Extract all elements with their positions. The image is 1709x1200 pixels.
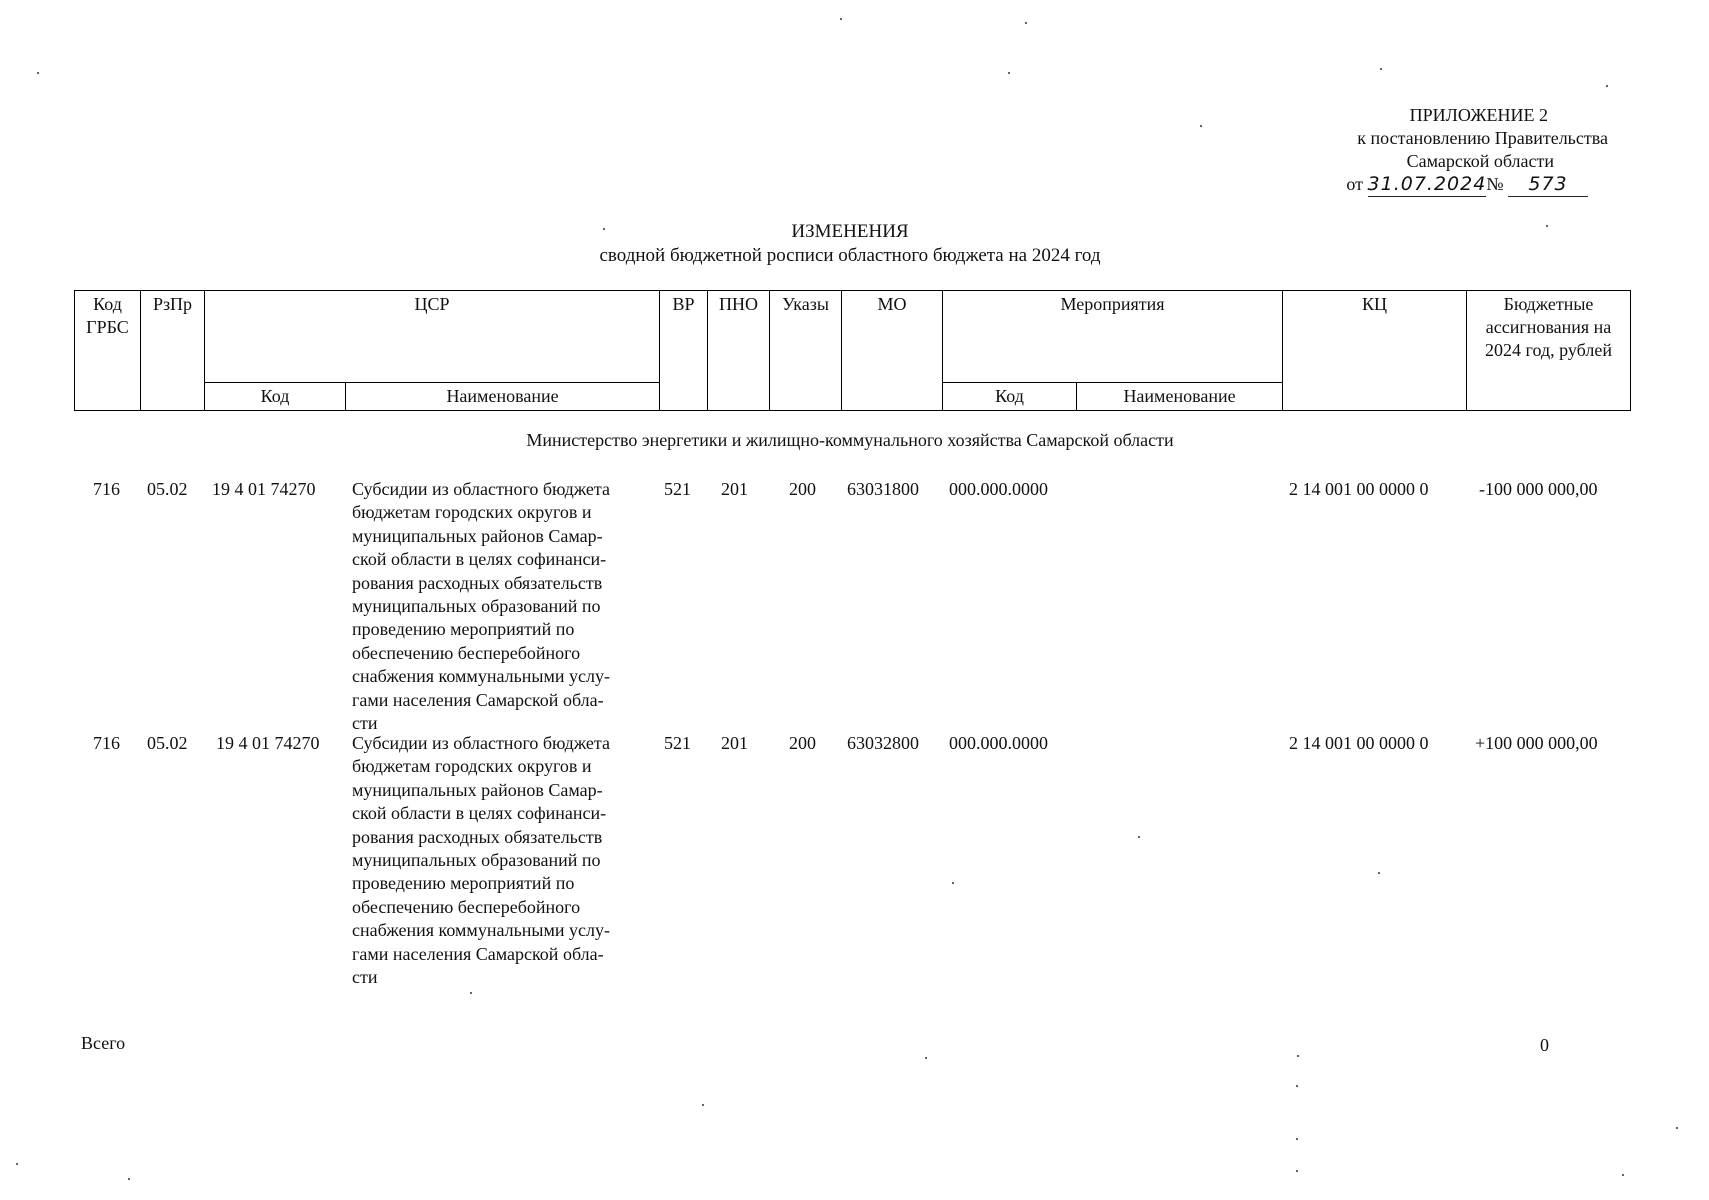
row-rzpr: 05.02 (147, 733, 188, 753)
scan-speck (1297, 1055, 1299, 1057)
title-main: ИЗМЕНЕНИЯ (791, 221, 909, 242)
scan-speck (1622, 1174, 1624, 1176)
desc-line: гами населения Самарской обла- (352, 943, 604, 964)
header-grbs: Код ГРБС (75, 291, 141, 411)
scan-speck (37, 72, 39, 74)
row-pno: 201 (721, 479, 748, 499)
scan-speck (128, 1178, 130, 1180)
scan-speck (1380, 68, 1382, 70)
scan-speck (470, 992, 472, 994)
scan-speck (1676, 1127, 1678, 1129)
scan-speck (1546, 225, 1548, 227)
total-value: 0 (1540, 1035, 1549, 1055)
appendix-block (1208, 104, 1608, 197)
scan-speck (1008, 72, 1010, 74)
row-pno: 201 (721, 733, 748, 753)
section-title: Министерство энергетики и жилищно-коммунального хозяйства Самарской области (526, 430, 1174, 450)
row-event-code: 000.000.0000 (949, 733, 1048, 753)
desc-line: сти (352, 713, 378, 734)
scan-speck (925, 1057, 927, 1059)
row-grbs: 716 (93, 479, 120, 499)
desc-line: рования расходных обязательств (352, 826, 603, 847)
desc-line: снабжения коммунальными услу- (352, 666, 611, 687)
desc-line: муниципальных образований по (352, 850, 601, 871)
row-ukazy: 200 (789, 479, 816, 499)
header-events: Мероприятия (943, 291, 1283, 383)
header-table (74, 290, 1631, 411)
desc-line: обеспечению бесперебойного (352, 642, 581, 663)
desc-line: сти (352, 967, 378, 988)
header-mo: МО (842, 291, 943, 411)
row-rzpr: 05.02 (147, 479, 188, 499)
header-events-name: Наименование (1077, 383, 1283, 411)
row-csr-code: 19 4 01 74270 (216, 733, 320, 753)
desc-line: рования расходных обязательств (352, 572, 603, 593)
row-mo: 63032800 (847, 733, 919, 753)
scan-speck (1138, 836, 1140, 838)
header-budget: Бюджетные ассигнования на 2024 год, рублей (1467, 291, 1631, 411)
header-csr-name: Наименование (346, 383, 660, 411)
desc-line: муниципальных районов Самар- (352, 525, 603, 546)
desc-line: проведению мероприятий по (352, 619, 575, 640)
row-mo: 63031800 (847, 479, 919, 499)
scan-speck (1296, 1085, 1298, 1087)
row-vr: 521 (664, 733, 691, 753)
appendix-resolution: к постановлению Правительства (1357, 128, 1608, 148)
row-amount: -100 000 000,00 (1479, 479, 1598, 499)
desc-line: ской области в целях софинанси- (352, 803, 607, 824)
header-pno: ПНО (708, 291, 770, 411)
header-csr-code: Код (205, 383, 346, 411)
scan-speck (603, 228, 605, 230)
title-sub: сводной бюджетной росписи областного бюджета на 2024 год (599, 245, 1101, 266)
header-kc: КЦ (1283, 291, 1467, 411)
header-ukazy: Указы (770, 291, 842, 411)
handwritten-number: 573 (1508, 173, 1588, 197)
appendix-region: Самарской области (1406, 151, 1554, 171)
row-kc: 2 14 001 00 0000 0 (1289, 479, 1429, 499)
desc-line: муниципальных образований по (352, 596, 601, 617)
scan-speck (1296, 1170, 1298, 1172)
header-rzpr: РзПр (141, 291, 205, 411)
desc-line: гами населения Самарской обла- (352, 689, 604, 710)
row-amount: +100 000 000,00 (1475, 733, 1598, 753)
desc-line: бюджетам городских округов и (352, 756, 592, 777)
date-prefix: от (1346, 174, 1364, 194)
row-csr-code: 19 4 01 74270 (212, 479, 316, 499)
scan-speck (702, 1104, 704, 1106)
scan-speck (1025, 22, 1027, 24)
desc-line: ской области в целях софинанси- (352, 549, 607, 570)
row-description (352, 478, 648, 735)
row-event-code: 000.000.0000 (949, 479, 1048, 499)
row-vr: 521 (664, 479, 691, 499)
desc-line: бюджетам городских округов и (352, 502, 592, 523)
total-label: Всего (81, 1033, 126, 1053)
scan-speck (840, 18, 842, 20)
row-ukazy: 200 (789, 733, 816, 753)
scan-speck (1378, 872, 1380, 874)
scan-speck (1296, 1138, 1298, 1140)
row-grbs: 716 (93, 733, 120, 753)
header-events-code: Код (943, 383, 1077, 411)
scan-speck (1606, 85, 1608, 87)
scan-speck (952, 882, 954, 884)
handwritten-date: 31.07.2024 (1367, 173, 1487, 195)
header-vr: ВР (660, 291, 708, 411)
desc-line: обеспечению бесперебойного (352, 896, 581, 917)
document-title (0, 220, 1700, 268)
row-description (352, 732, 648, 989)
desc-line: Субсидии из областного бюджета (352, 479, 610, 499)
number-prefix: № (1486, 174, 1504, 194)
desc-line: Субсидии из областного бюджета (352, 733, 610, 753)
scan-speck (1200, 125, 1202, 127)
scan-speck (16, 1163, 18, 1165)
appendix-date-line (1208, 173, 1608, 197)
appendix-title: ПРИЛОЖЕНИЕ 2 (1409, 105, 1548, 125)
desc-line: снабжения коммунальными услу- (352, 920, 611, 941)
desc-line: муниципальных районов Самар- (352, 779, 603, 800)
header-csr: ЦСР (205, 291, 660, 383)
row-kc: 2 14 001 00 0000 0 (1289, 733, 1429, 753)
desc-line: проведению мероприятий по (352, 873, 575, 894)
